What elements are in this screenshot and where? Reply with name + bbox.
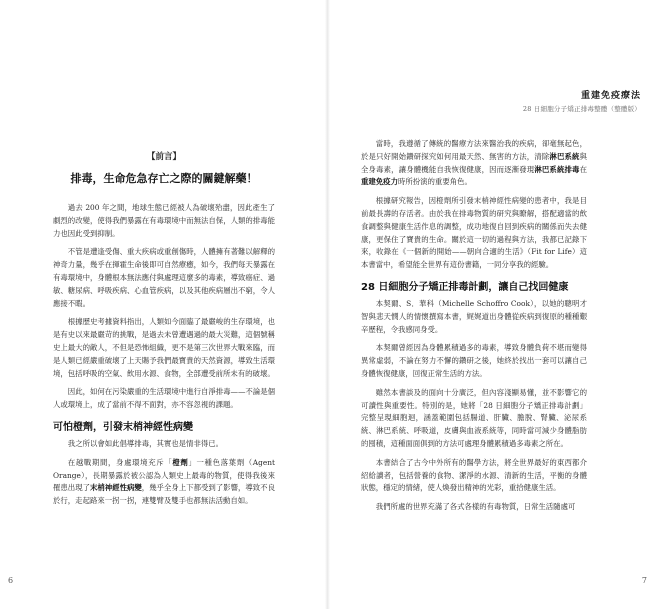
text-run: 當時，我遵循了傳統的醫療方法來醫治我的疾病，卻毫無起色，於是只好開始鑽研探究如何用最天然、無害的方法，清除 [361, 139, 587, 161]
page-number-right: 7 [641, 576, 647, 585]
bold-term: 末梢神經性病變 [90, 483, 142, 493]
text-run: ，幾乎全身上下都受到了影響，導致不良於行，走起路來一拐一拐，連雙臂及雙手也都無法活動自如。 [53, 483, 275, 506]
text-run: 」一種色落葉劑（Agent Orange），長期暴露於被公認為人類史上最毒的物質，使得我後來罹患出現了 [53, 457, 275, 493]
text-run: 與全身毒素，讓身體機能自我恢復健康，因而逐漸發現 [361, 151, 587, 174]
right-page-content [361, 138, 587, 520]
paragraph [53, 457, 275, 508]
running-header-title: 重建免疫療法 [580, 91, 641, 101]
left-page [0, 0, 327, 609]
paragraph: 本契爾、S．華科（Michelle Schoffro Cook），以她的聰明才智與悲天憫人的情懷撰寫本書，娓娓道出身體從疾病到復原的種種艱辛歷程，令我感同身受。 [361, 298, 587, 334]
text-run: 在 [579, 164, 587, 174]
paragraph [361, 138, 587, 189]
section-heading: 可怕橙劑，引發末梢神經性病變 [53, 421, 193, 433]
left-page-content [53, 150, 275, 514]
preface-label: 【前言】 [146, 152, 181, 162]
bold-term: 淋巴系統 [549, 151, 580, 161]
paragraph: 我之所以會如此倡導排毒，其實也是情非得已。 [67, 438, 224, 448]
section-heading: 28 日細胞分子矯正排毒計劃，讓自己找回健康 [361, 281, 569, 293]
chapter-title: 排毒，生命危急存亡之際的關鍵解藥！ [70, 172, 258, 185]
paragraph: 雖然本書談及的面向十分廣泛，但內容淺顯易懂，並不影響它的可讀性與重要性。特別的是，她將「28 日細胞分子矯正排毒計劃」完整呈現細胞迴，涵蓋範圍包括腸道、肝臟、膽脫、腎臟、泌尿系統、淋巴系統、呼吸道，皮膚與血液系統等，同時當可減少身體脂肪的囤積，這種面面俱到的方法可處理身體累積過多毒素之所在。 [361, 387, 587, 448]
page-number-left: 6 [8, 576, 14, 585]
bold-term: 橙劑 [172, 457, 189, 467]
bold-term: 淋巴系統排毒 [534, 164, 580, 174]
paragraph: 不管是遭逢受傷、重大疾病或重創傷時，人體擁有著難以解釋的神奇力量，幾乎在揮霍生命後即可自然療癒，如今，我們每天暴露在有毒環境中，身體根本無法應付與處理這麼多的毒素，導致癌症、過敏、糖尿病、呼吸疾病、心血管疾病，以及其他疾病層出不窮，令人應接不暇。 [53, 247, 275, 308]
right-page [328, 0, 655, 609]
paragraph: 因此，如何在污染嚴重的生活環境中進行自淨排毒——不論是個人或環境上，成了當前不得不面對，亦不容忽視的課題。 [53, 387, 275, 410]
text-run: 時所扮演的重要角色。 [397, 177, 472, 187]
paragraph: 本書結合了古今中外所有的醫學方法，將全世界最好的東西都介紹給讀者，包括營養的食物、潔淨的水源、清新的生活，平衡的身體狀態，穩定的情緒，使人煥發出精神的光彩，重拾健康生活。 [361, 457, 587, 493]
paragraph: 本契爾曾經因為身體累積過多的毒素，導致身體負荷不堪而變得異常虛弱，不論在努力不懈的鑽研之後，她終於找出一套可以讓自己身體恢復健康，回復正常生活的方法。 [361, 343, 587, 378]
paragraph: 我們所處的世界充滿了各式各樣的有毒物質，日常生活隨處可 [375, 502, 576, 512]
bold-term: 重建免疫力 [361, 177, 398, 187]
paragraph: 過去 200 年之間，地球生態已經被人為破壞殆盡，因此產生了劇烈的改變，使得我們暴露在有毒環境中而無法自保，人類的排毒能力也因此受到抑制。 [53, 203, 275, 238]
paragraph: 根據研究報告，因橙劑所引發末梢神經性病變的患者中，我是目前最長壽的存活者。由於我在排毒物質的研究與瞭解，搭配適當的飲食調整與健康生活作息的調整，成功地復自回到疾病的關係而失去健康，更保住了寶貴的生命。關於這一切的過程與方法，我都已記錄下來，收錄在《一個新的開始——朝向合適的生活》（Fit for Life）這本書當中，希望能全世界有這份書籍，一同分享我的經驗。 [361, 196, 587, 270]
running-header [523, 88, 641, 113]
paragraph: 根據歷史考據資料指出，人類如今面臨了最嚴峻的生存環境，也是有史以來最嚴苛的挑戰，是過去未曾遭遇過的最大災難，這個號稱史上最大的敵人，不但是恐怖組織，更不是第三次世界大戰來臨，而是人類已經嚴重破壞了上天賜予我們最寶貴的天然資源，導致生活環境，包括呼吸的空氣、飲用水源、食物，全部遭受前所未有的破壞。 [53, 317, 275, 378]
running-header-subtitle: 28 日細胞分子矯正排毒整體（整體版） [522, 105, 641, 113]
text-run: 在越戰期間，身處環境充斥「 [67, 457, 173, 467]
